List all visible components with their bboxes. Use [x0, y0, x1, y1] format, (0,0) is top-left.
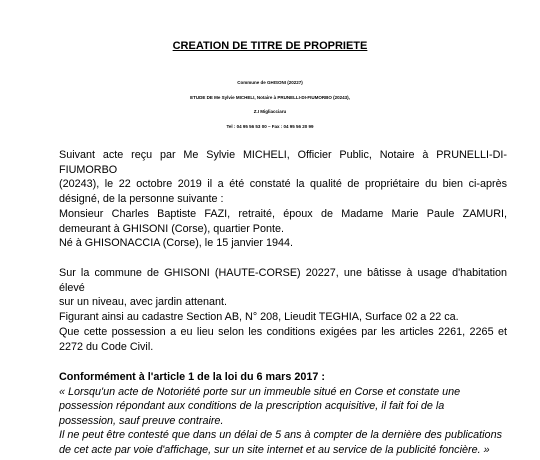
quote-line: « Lorsqu'un acte de Notoriété porte sur un immeuble situé en Corse et constate une — [59, 385, 461, 398]
paragraph-line: Sur la commune de GHISONI (HAUTE-CORSE) 20227, une bâtisse à usage d'habitation élevé — [59, 267, 507, 294]
paragraph-line: Né à GHISONACCIA (Corse), le 15 janvier 1944. — [59, 237, 294, 250]
quote-line: de cet acte par voie d'affichage, sur un site internet et au service de la publicité foncière. » — [59, 443, 490, 456]
paragraph-line: demeurant à GHISONI (Corse), quartier Ponte. — [59, 222, 285, 235]
document-title: CREATION DE TITRE DE PROPRIETE — [172, 40, 368, 52]
paragraph-loi — [59, 370, 507, 458]
header-zone: Z.I Migliacciaru — [253, 109, 287, 114]
quote-line: Il ne peut être contesté que dans un délai de 5 ans à compter de la dernière des publications — [59, 429, 502, 442]
quote-line: possession répondant aux conditions de la prescription acquisitive, il fait foi de la — [59, 400, 445, 413]
paragraph-line: (20243), le 22 octobre 2019 il a été constaté la qualité de propriétaire du bien ci-après — [59, 178, 507, 191]
quote-line: possession, sauf preuve contraire. — [59, 414, 224, 427]
paragraph-line: 2272 du Code Civil. — [59, 340, 154, 353]
paragraph-bien — [59, 266, 507, 324]
paragraph-line: Figurant ainsi au cadastre Section AB, N° 208, Lieudit TEGHIA, Surface 02 a 22 ca. — [59, 310, 459, 323]
header-commune: Commune de GHISONI (20227) — [237, 80, 303, 85]
header-contact: Tel : 04 95 56 53 00 – Fax : 04 95 56 20 99 — [226, 123, 314, 129]
paragraph-conditions — [59, 325, 507, 354]
paragraph-heading: Conformément à l'article 1 de la loi du 6 mars 2017 : — [59, 371, 325, 383]
paragraph-line: Monsieur Charles Baptiste FAZI, retraité, époux de Madame Marie Paule ZAMURI, — [59, 208, 507, 220]
paragraph-line: Que cette possession a eu lieu selon les conditions exigées par les articles 2261, 2265 et — [59, 326, 507, 338]
paragraph-line: sur un niveau, avec jardin attenant. — [59, 296, 228, 309]
paragraph-acte — [59, 148, 507, 206]
header-etude: ETUDE DE Me Sylvie MICHELI, Notaire à PRUNELLI-DI-FIUMORBO (20243), — [190, 94, 350, 100]
paragraph-line: désigné, de la personne suivante : — [59, 192, 224, 205]
paragraph-line: Suivant acte reçu par Me Sylvie MICHELI, Officier Public, Notaire à PRUNELLI-DI-FIUMORBO — [59, 149, 507, 176]
paragraph-proprietaire — [59, 207, 507, 251]
